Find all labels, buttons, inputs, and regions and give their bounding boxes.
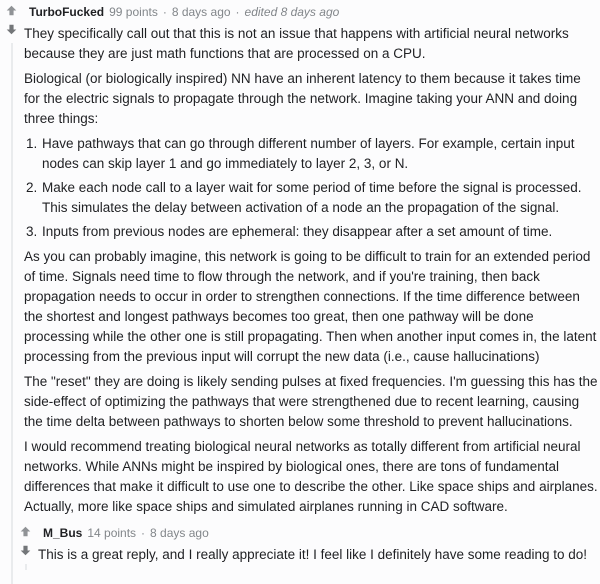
meta-separator: · bbox=[162, 5, 167, 19]
vote-column bbox=[19, 525, 32, 570]
comment-paragraph: I would recommend treating biological neural networks as totally different from artificial neural networks. While ANNs might be inspired by biological ones, there are tons of fundamental differences that make it difficult to use one to describe the other. Like space ships and airplanes. Actually, more like space ships and simulated airplanes running in CAD software. bbox=[24, 439, 598, 514]
comment-paragraph: Biological (or biologically inspired) NN have an inherent latency to them because it takes time for the electric signals to propagate through the network. Imagine taking your ANN and doing three things: bbox=[24, 71, 581, 126]
list-item: 3. Inputs from previous nodes are ephemeral: they disappear after a set amount of time. bbox=[41, 222, 598, 242]
comment-content bbox=[24, 4, 598, 584]
reply-timestamp: 8 days ago bbox=[150, 526, 209, 540]
comment bbox=[0, 4, 598, 584]
reply-body bbox=[38, 545, 598, 565]
reply-header bbox=[43, 525, 598, 541]
downvote-icon[interactable] bbox=[5, 23, 18, 36]
list-item: 2. Make each node call to a layer wait for some period of time before the signal is processed. This simulates the delay between activation of a node an the propagation of the signal. bbox=[41, 178, 598, 218]
downvote-icon[interactable] bbox=[19, 544, 32, 557]
reply-container bbox=[14, 525, 598, 584]
thread-collapse-line[interactable] bbox=[11, 43, 13, 584]
comment-paragraph: They specifically call out that this is not an issue that happens with artificial neural networks because they are just math functions that are processed on a CPU. bbox=[24, 26, 569, 61]
reply-content bbox=[38, 525, 598, 570]
comment-numbered-list bbox=[24, 134, 598, 242]
vote-column bbox=[5, 4, 18, 584]
reply-paragraph: This is a great reply, and I really appreciate it! I feel like I definitely have some reading to do! bbox=[38, 547, 588, 562]
thread-collapse-line[interactable] bbox=[25, 564, 27, 570]
upvote-icon[interactable] bbox=[5, 4, 18, 17]
reply-score: 14 points bbox=[87, 526, 137, 540]
reply-author[interactable]: M_Bus bbox=[43, 526, 83, 540]
comment-paragraph: The "reset" they are doing is likely sending pulses at fixed frequencies. I'm guessing this has the side-effect of optimizing the pathways that were strengthened due to recent learning, causing the time delta between pathways to shorten below some threshold to prevent hallucinations. bbox=[24, 374, 598, 429]
comment-paragraph: As you can probably imagine, this network is going to be difficult to train for an extended period of time. Signals need time to flow through the network, and if you're training, then back propagation needs to occur in order to strengthen connections. If the time difference between the shortest and longest pathways becomes too great, then one pathway will be done processing while the other one is still propagating. Then when another input comes in, the latent processing from the previous input will corrupt the new data (i.e., cause hallucinations) bbox=[24, 249, 597, 364]
comment-header bbox=[29, 4, 598, 20]
comment-author[interactable]: TurboFucked bbox=[29, 5, 105, 19]
upvote-icon[interactable] bbox=[19, 525, 32, 538]
comment-timestamp: 8 days ago bbox=[171, 5, 231, 19]
meta-separator: · bbox=[235, 5, 240, 19]
comment-score: 99 points bbox=[109, 5, 158, 19]
meta-separator: · bbox=[141, 526, 146, 540]
list-item: 1. Have pathways that can go through different number of layers. For example, certain input nodes can skip layer 1 and go immediately to layer 2, 3, or N. bbox=[41, 134, 598, 174]
comment-body bbox=[24, 24, 598, 517]
comment-edited-label: edited 8 days ago bbox=[244, 5, 340, 19]
reply-comment bbox=[14, 525, 598, 570]
